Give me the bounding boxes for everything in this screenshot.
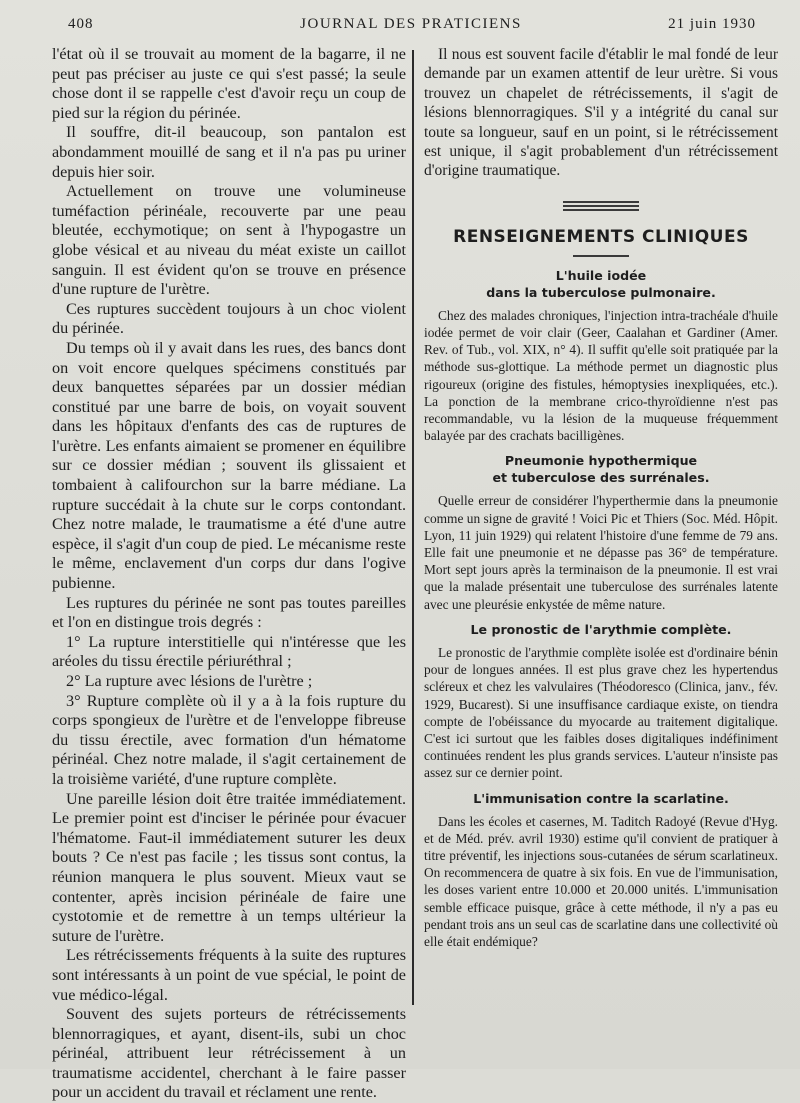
article-title-line: dans la tuberculose pulmonaire.	[486, 284, 716, 300]
left-column	[52, 45, 406, 1103]
article-title	[424, 452, 778, 486]
paragraph: 3° Rupture complète où il y a à la fois rupture du corps spongieux de l'urètre et de l'enveloppe fibreuse du tissu érectile, avec formation d'un hématome périnéal. Chez notre malade, il s'agit certainement de la troisième variété, d'une rupture complète.	[52, 691, 406, 788]
article	[424, 790, 778, 951]
paragraph: Les rétrécissements fréquents à la suite des ruptures sont intéressants à un point de vue spécial, le point de vue médico-légal.	[52, 946, 406, 1004]
paragraph: Il souffre, dit-il beaucoup, son pantalon est abondamment mouillé de sang et il n'a pas pu uriner depuis hier soir.	[52, 123, 406, 181]
page-number: 408	[68, 16, 94, 32]
title-rule	[573, 255, 629, 257]
article-title-line: L'immunisation contre la scarlatine.	[473, 790, 729, 806]
paragraph: Les ruptures du périnée ne sont pas toutes pareilles et l'on en distingue trois degrés :	[52, 593, 406, 632]
article-title	[424, 621, 778, 638]
paragraph: Du temps où il y avait dans les rues, des bancs dont on voit encore quelques spécimens constitués par deux banquettes séparées par un dossier médian constitué par une barre de bois, on voyait souvent dans les hôpitaux d'enfants des cas de ruptures de l'urètre. Les enfants aimaient se promener en équilibre sur ce dossier médian ; souvent ils glissaient et tombaient à califourchon sur la barre médiane. La rupture succédait à la chute sur le corps contondant. Chez notre malade, le traumatisme a été d'une autre espèce, il s'agit d'un coup de pied. Le mécanisme reste le même, enclavement d'un corps dur dans l'ogive pubienne.	[52, 338, 406, 593]
paragraph: Une pareille lésion doit être traitée immédiatement. Le premier point est d'inciser le périnée pour évacuer l'hématome. Faut-il immédiatement suturer les deux bouts ? Ce n'est pas facile ; les tissus sont contus, la réunion manquera le plus souvent. Mieux vaut se contenter, après incision périnéale de faire une cystotomie et de remettre à un temps ultérieur la suture de l'urètre.	[52, 789, 406, 945]
article-body: Chez des malades chroniques, l'injection intra-trachéale d'huile iodée permet de voir clair (Geer, Caalahan et Gardiner (Amer. Rev. of Tub., vol. XIX, n° 4). Il suffit qu'elle soit pratiquée par la méthode sus-glottique. La méthode permet un diagnostic plus rigoureux (origine des fistules, hémoptysies inexpliquées, etc.). La ponction de la membrane crico-thyroïdienne n'est pas recommandable, vu la lésion de la muqueuse fréquemment balayée par des crachats bacilligènes.	[424, 307, 778, 444]
paragraph: 1° La rupture interstitielle qui n'intéresse que les aréoles du tissu érectile périuréthral ;	[52, 632, 406, 671]
article-title-line: et tuberculose des surrénales.	[492, 470, 710, 486]
running-header	[58, 12, 764, 38]
section-title: RENSEIGNEMENTS CLINIQUES	[453, 226, 749, 247]
paragraph: 2° La rupture avec lésions de l'urètre ;	[66, 672, 313, 690]
article-title-line: Le pronostic de l'arythmie complète.	[470, 621, 732, 637]
article	[424, 452, 778, 612]
issue-date: 21 juin 1930	[668, 16, 756, 32]
journal-title: JOURNAL DES PRATICIENS	[300, 16, 522, 32]
article-body: Dans les écoles et casernes, M. Taditch Radoyé (Revue d'Hyg. et de Méd. prév. avril 1930) estime qu'il convient de pratiquer à titre préventif, les injections sous-cutanées de sérum scarlatineux. On recommencera de quatre à six fois. En vue de l'immunisation, les doses varient entre 10.000 et 20.000 unités. L'immunisation semble efficace puisque, grâce à cette méthode, il n'y a pas eu pendant trois ans un seul cas de scarlatine dans une collectivité où elle était endémique?	[424, 813, 778, 949]
article-title	[424, 790, 778, 807]
article-body: Quelle erreur de considérer l'hyperthermie dans la pneumonie comme un signe de gravité ! Voici Pic et Thiers (Soc. Méd. Hôpit. Lyon, 11 juin 1929) qui relatent l'histoire d'une femme de 79 ans. Elle fait une pneumonie et ne dépasse pas 36° de température. Mort sept jours après la terminaison de la pneumonie. Il est vrai que la malade présentait une tuberculose des surrénales latente avec une pleurésie enkystée de même nature.	[424, 493, 778, 612]
article-title-line: L'huile iodée	[555, 267, 647, 283]
paragraph: l'état où il se trouvait au moment de la bagarre, il ne peut pas préciser au juste ce qui s'est passé; la seule chose dont il se rappelle c'est d'avoir reçu un coup de pied sur la région du périnée.	[52, 45, 406, 122]
paragraph: Ces ruptures succèdent toujours à un choc violent du périnée.	[52, 299, 406, 338]
article-title-line: Pneumonie hypothermique	[504, 453, 698, 469]
article	[424, 621, 778, 782]
paragraph: Souvent des sujets porteurs de rétrécissements blennorragiques, et ayant, disent-ils, subi un choc périnéal, attribuent leur rétrécissement à un traumatisme accidentel, cherchant à le faire passer pour un accident du travail et réclament une rente.	[52, 1005, 406, 1102]
article-title	[424, 267, 778, 301]
article	[424, 267, 778, 445]
lead-paragraph: Il nous est souvent facile d'établir le mal fondé de leur demande par un examen attentif de leur urètre. Si vous trouvez un chapelet de rétrécissements, il s'agit de lésions blennorragiques. S'il y a intégrité du canal sur toute sa longueur, sauf en un point, si le rétrécissement est unique, il s'agit probablement d'un rétrécissement d'origine traumatique.	[424, 46, 778, 180]
column-divider	[412, 50, 414, 1005]
article-body: Le pronostic de l'arythmie complète isolée est d'ordinaire bénin pour de longues années. Il est plus grave chez les hypertendus scléreux et chez les valvulaires (Théodoresco (Clinica, janv., fév. 1929, Bucarest). Si une insuffisance cardiaque existe, on tiendra compte de l'obéissance du myocarde au traitement digitalique. C'est ici surtout que les faibles doses digitaliques indéfiniment continuées rendent les plus grands services. L'auteur n'insiste pas assez sur ce dernier point.	[424, 644, 778, 781]
paragraph: Actuellement on trouve une volumineuse tuméfaction périnéale, recouverte par une peau bleutée, ecchymotique; on sent à l'hypogastre un globe vésical et au niveau du méat existe un caillot sanguin. Il est évident qu'on se trouve en présence d'une rupture de l'urètre.	[52, 182, 406, 299]
double-rule	[563, 201, 639, 211]
right-column	[424, 45, 778, 950]
